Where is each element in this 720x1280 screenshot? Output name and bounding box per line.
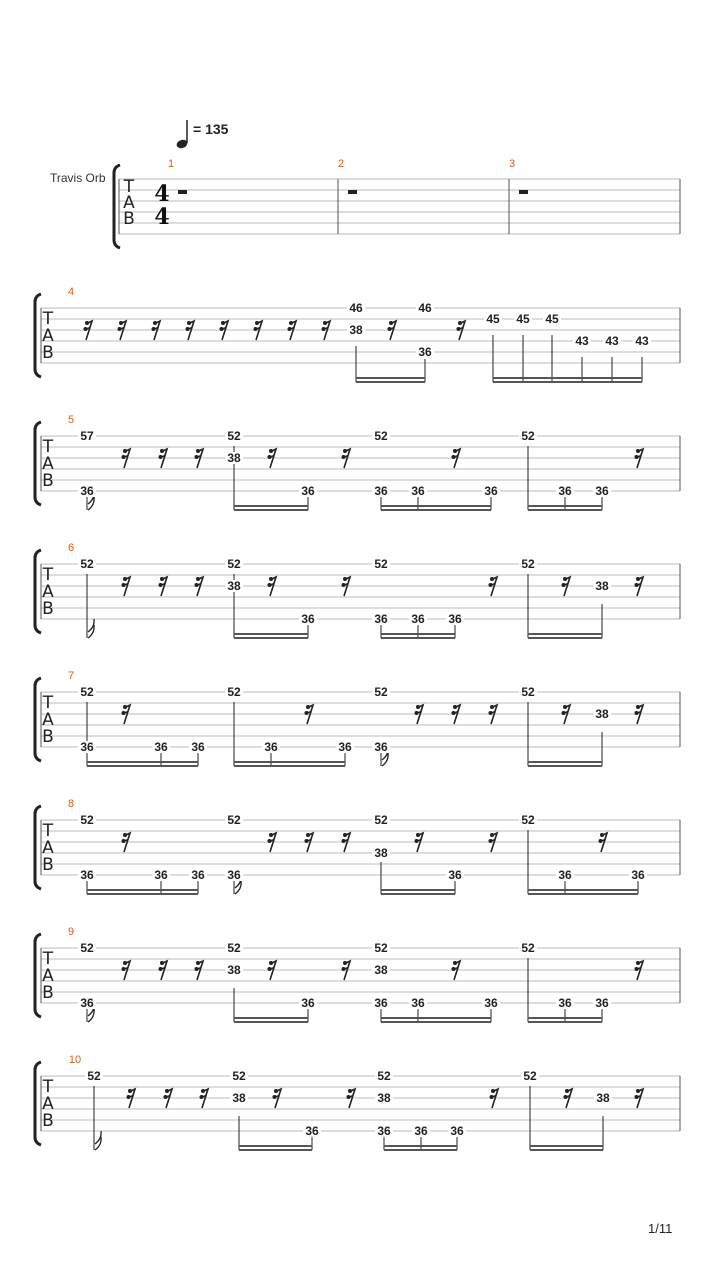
note-beam: [381, 1017, 491, 1019]
fret-number: 36: [374, 612, 388, 626]
fret-number: 45: [545, 312, 559, 326]
fret-number: 43: [635, 334, 649, 348]
fret-number: 52: [80, 685, 94, 699]
fret-number: 52: [80, 941, 94, 955]
tab-clef-letter: A: [42, 838, 54, 858]
fret-number: 38: [227, 963, 241, 977]
note-beam: [530, 1145, 603, 1147]
fret-number: 36: [80, 484, 94, 498]
fret-number: 36: [418, 345, 432, 359]
note-beam: [87, 893, 198, 895]
note-beam: [356, 377, 425, 379]
fret-number: 52: [374, 813, 388, 827]
note-beam: [493, 381, 642, 383]
note-flag: [95, 1131, 101, 1150]
note-beam: [528, 633, 602, 635]
fret-number: 46: [418, 301, 432, 315]
system-bracket: [35, 934, 41, 1017]
fret-number: 38: [227, 579, 241, 593]
fret-number: 36: [377, 1124, 391, 1138]
tab-clef-letter: A: [42, 326, 54, 346]
note-beam: [234, 1017, 308, 1019]
measure-number: 10: [68, 1054, 82, 1066]
fret-number: 52: [521, 429, 535, 443]
tab-clef-letter: A: [123, 193, 135, 213]
note-beam: [234, 1021, 308, 1023]
note-beam: [381, 1021, 491, 1023]
note-beam: [384, 1145, 457, 1147]
fret-number: 36: [631, 868, 645, 882]
instrument-name: Travis Orb: [50, 171, 106, 185]
fret-number: 36: [450, 1124, 464, 1138]
fret-number: 46: [349, 301, 363, 315]
fret-number: 52: [377, 1069, 391, 1083]
note-flag: [88, 619, 94, 638]
measure-number: 7: [67, 670, 75, 682]
note-beam: [528, 765, 602, 767]
fret-number: 36: [448, 612, 462, 626]
fret-number: 36: [305, 1124, 319, 1138]
whole-rest: [519, 190, 528, 194]
fret-number: 36: [374, 996, 388, 1010]
note-beam: [381, 633, 455, 635]
measure-number: 6: [67, 542, 75, 554]
measure-number: 2: [337, 158, 345, 170]
fret-number: 36: [484, 484, 498, 498]
fret-number: 52: [374, 429, 388, 443]
note-beam: [528, 761, 602, 763]
fret-number: 36: [558, 996, 572, 1010]
fret-number: 36: [374, 484, 388, 498]
fret-number: 52: [521, 813, 535, 827]
fret-number: 36: [80, 996, 94, 1010]
fret-number: 36: [154, 740, 168, 754]
note-beam: [234, 637, 308, 639]
tab-clef-letter: A: [42, 966, 54, 986]
fret-number: 45: [486, 312, 500, 326]
measure-number: 3: [508, 158, 516, 170]
fret-number: 36: [154, 868, 168, 882]
fret-number: 57: [80, 429, 94, 443]
fret-number: 52: [80, 813, 94, 827]
tab-clef-letter: B: [42, 599, 54, 619]
fret-number: 36: [484, 996, 498, 1010]
fret-number: 38: [232, 1091, 246, 1105]
note-beam: [381, 889, 455, 891]
note-beam: [87, 761, 198, 763]
fret-number: 38: [349, 323, 363, 337]
note-beam: [234, 761, 345, 763]
fret-number: 36: [301, 612, 315, 626]
fret-number: 36: [191, 868, 205, 882]
note-beam: [87, 765, 198, 767]
fret-number: 36: [301, 996, 315, 1010]
fret-number: 52: [227, 941, 241, 955]
tab-clef-letter: T: [42, 821, 54, 841]
system-bracket: [35, 1062, 41, 1145]
whole-rest: [178, 190, 187, 194]
fret-number: 38: [374, 963, 388, 977]
note-beam: [528, 1017, 602, 1019]
tab-clef-letter: A: [42, 454, 54, 474]
fret-number: 36: [411, 612, 425, 626]
time-signature-top: 4: [154, 181, 170, 207]
note-beam: [234, 509, 308, 511]
tab-clef-letter: T: [42, 437, 54, 457]
fret-number: 52: [374, 685, 388, 699]
system-bracket: [35, 294, 41, 377]
tab-clef-letter: A: [42, 1094, 54, 1114]
fret-number: 43: [605, 334, 619, 348]
measure-number: 8: [67, 798, 75, 810]
measure-number: 9: [67, 926, 75, 938]
fret-number: 52: [227, 429, 241, 443]
note-beam: [234, 765, 345, 767]
note-beam: [381, 509, 491, 511]
note-beam: [356, 381, 425, 383]
system-bracket: [35, 550, 41, 633]
note-beam: [384, 1149, 457, 1151]
fret-number: 36: [558, 484, 572, 498]
note-beam: [234, 633, 308, 635]
note-beam: [528, 505, 602, 507]
fret-number: 52: [374, 557, 388, 571]
fret-number: 52: [232, 1069, 246, 1083]
tab-clef-letter: B: [123, 209, 135, 229]
tab-clef-letter: T: [42, 309, 54, 329]
tab-clef-letter: B: [42, 727, 54, 747]
fret-number: 36: [595, 996, 609, 1010]
measure-number: 5: [67, 414, 75, 426]
fret-number: 43: [575, 334, 589, 348]
tab-clef-letter: B: [42, 343, 54, 363]
note-beam: [528, 1021, 602, 1023]
fret-number: 36: [191, 740, 205, 754]
fret-number: 52: [227, 685, 241, 699]
fret-number: 52: [80, 557, 94, 571]
fret-number: 36: [80, 740, 94, 754]
note-beam: [381, 505, 491, 507]
fret-number: 52: [521, 941, 535, 955]
tab-clef-letter: T: [42, 949, 54, 969]
fret-number: 52: [227, 557, 241, 571]
tempo-marking: = 135: [193, 121, 229, 137]
fret-number: 52: [521, 557, 535, 571]
fret-number: 36: [448, 868, 462, 882]
time-signature-bottom: 4: [154, 204, 170, 230]
tab-clef-letter: T: [123, 177, 135, 197]
fret-number: 52: [227, 813, 241, 827]
tab-clef-letter: T: [42, 1077, 54, 1097]
note-beam: [234, 505, 308, 507]
fret-number: 45: [516, 312, 530, 326]
system-bracket: [35, 422, 41, 505]
note-beam: [87, 889, 198, 891]
fret-number: 36: [80, 868, 94, 882]
fret-number: 36: [411, 484, 425, 498]
tab-clef-letter: B: [42, 471, 54, 491]
fret-number: 52: [523, 1069, 537, 1083]
tab-clef-letter: B: [42, 1111, 54, 1131]
whole-rest: [348, 190, 357, 194]
fret-number: 38: [374, 846, 388, 860]
tab-clef-letter: B: [42, 983, 54, 1003]
fret-number: 36: [411, 996, 425, 1010]
fret-number: 38: [227, 451, 241, 465]
note-beam: [239, 1145, 312, 1147]
fret-number: 38: [377, 1091, 391, 1105]
fret-number: 36: [595, 484, 609, 498]
fret-number: 52: [521, 685, 535, 699]
measure-number: 1: [167, 158, 175, 170]
tab-clef-letter: A: [42, 710, 54, 730]
fret-number: 36: [301, 484, 315, 498]
system-bracket: [35, 678, 41, 761]
fret-number: 36: [558, 868, 572, 882]
tab-clef-letter: B: [42, 855, 54, 875]
fret-number: 36: [338, 740, 352, 754]
measure-number: 4: [67, 286, 75, 298]
note-beam: [528, 889, 638, 891]
fret-number: 36: [414, 1124, 428, 1138]
note-beam: [528, 893, 638, 895]
fret-number: 36: [264, 740, 278, 754]
fret-number: 52: [374, 941, 388, 955]
note-beam: [528, 509, 602, 511]
note-beam: [381, 893, 455, 895]
tab-clef-letter: T: [42, 693, 54, 713]
note-beam: [530, 1149, 603, 1151]
tab-clef-letter: T: [42, 565, 54, 585]
system-bracket: [35, 806, 41, 889]
tab-clef-letter: A: [42, 582, 54, 602]
fret-number: 38: [596, 1091, 610, 1105]
page-number: 1/11: [648, 1221, 673, 1236]
note-beam: [381, 637, 455, 639]
fret-number: 38: [595, 579, 609, 593]
fret-number: 36: [227, 868, 241, 882]
note-beam: [528, 637, 602, 639]
fret-number: 52: [87, 1069, 101, 1083]
fret-number: 36: [374, 740, 388, 754]
note-beam: [493, 377, 642, 379]
fret-number: 38: [595, 707, 609, 721]
note-beam: [239, 1149, 312, 1151]
